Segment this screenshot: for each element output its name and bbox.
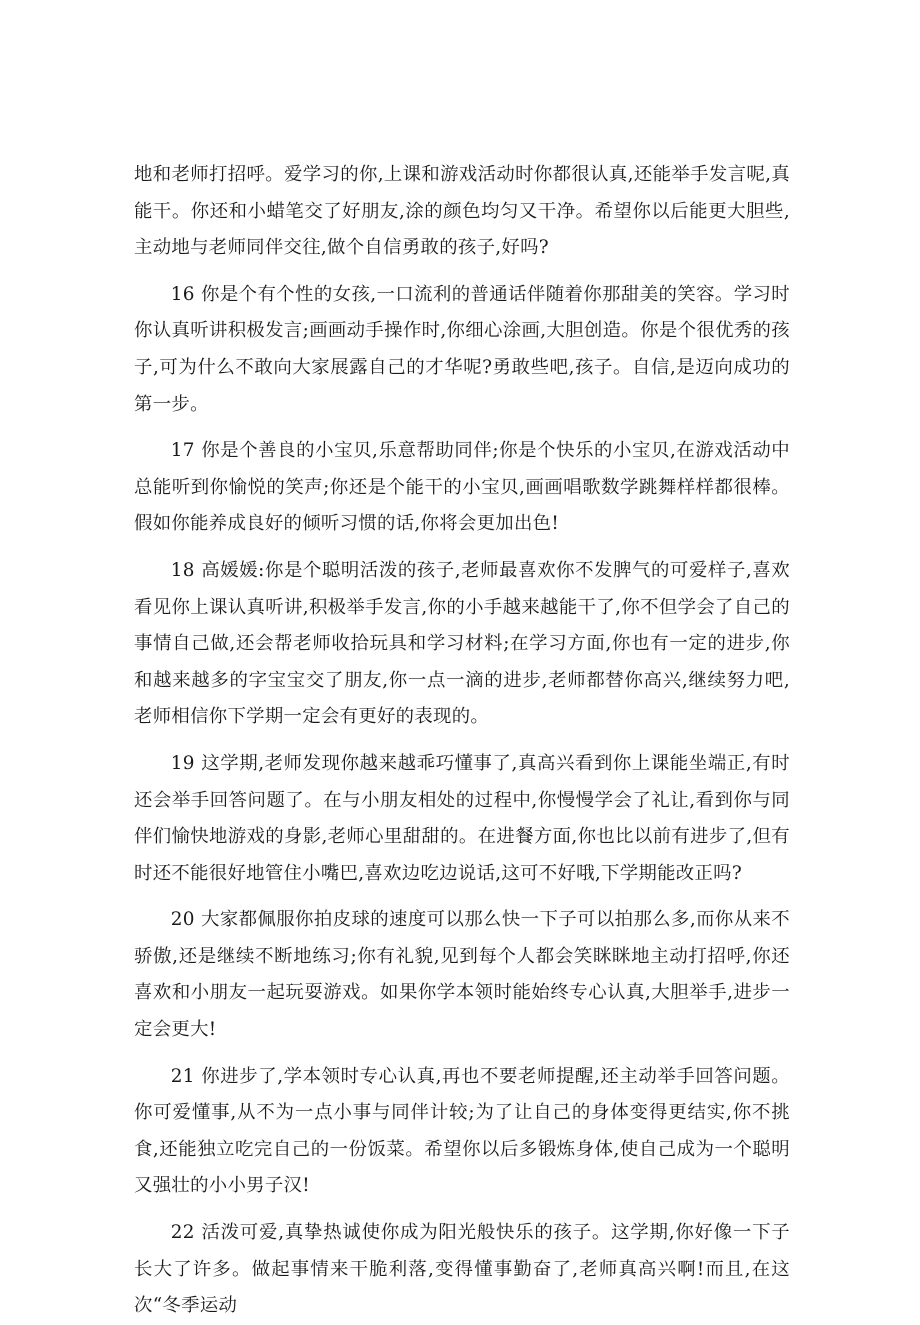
paragraph-19: 19 这学期,老师发现你越来越乖巧懂事了,真高兴看到你上课能坐端正,有时还会举手回答问题了。在与小朋友相处的过程中,你慢慢学会了礼让,看到你与同伴们愉快地游戏的身影,老师心里甜甜的。在进餐方面,你也比以前有进步了,但有时还不能很好地管住小嘴巴,喜欢边吃边说话,这可不好哦,下学期能改正吗? (134, 752, 790, 884)
paragraph-gap (134, 1205, 790, 1215)
paragraph-21: 21 你进步了,学本领时专心认真,再也不要老师提醒,还主动举手回答问题。你可爱懂事,从不为一点小事与同伴计较;为了让自己的身体变得更结实,你不挑食,还能独立吃完自己的一份饭菜。希望你以后多锻炼身体,使自己成为一个聪明又强壮的小小男子汉! (134, 1065, 790, 1197)
paragraph-gap (134, 543, 790, 553)
body-text (134, 157, 790, 1325)
paragraph-gap (134, 892, 790, 902)
paragraph-16: 16 你是个有个性的女孩,一口流利的普通话伴随着你那甜美的笑容。学习时你认真听讲积极发言;画画动手操作时,你细心涂画,大胆创造。你是个很优秀的孩子,可为什么不敢向大家展露自己的才华呢?勇敢些吧,孩子。自信,是迈向成功的第一步。 (134, 283, 790, 415)
paragraph-gap (134, 1049, 790, 1059)
paragraph-gap (134, 423, 790, 433)
paragraph-gap (134, 736, 790, 746)
paragraph-gap (134, 267, 790, 277)
paragraph-20: 20 大家都佩服你拍皮球的速度可以那么快一下子可以拍那么多,而你从来不骄傲,还是继续不断地练习;你有礼貌,见到每个人都会笑眯眯地主动打招呼,你还喜欢和小朋友一起玩耍游戏。如果你学本领时能始终专心认真,大胆举手,进步一定会更大! (134, 909, 790, 1041)
paragraph-18: 18 高媛媛:你是个聪明活泼的孩子,老师最喜欢你不发脾气的可爱样子,喜欢看见你上课认真听讲,积极举手发言,你的小手越来越能干了,你不但学会了自己的事情自己做,还会帮老师收拾玩具和学习材料;在学习方面,你也有一定的进步,你和越来越多的字宝宝交了朋友,你一点一滴的进步,老师都替你高兴,继续努力吧,老师相信你下学期一定会有更好的表现的。 (134, 559, 790, 728)
paragraph-17: 17 你是个善良的小宝贝,乐意帮助同伴;你是个快乐的小宝贝,在游戏活动中总能听到你愉悦的笑声;你还是个能干的小宝贝,画画唱歌数学跳舞样样都很棒。假如你能养成良好的倾听习惯的话,你将会更加出色! (134, 440, 790, 535)
paragraph-22: 22 活泼可爱,真挚热诚使你成为阳光般快乐的孩子。这学期,你好像一下子长大了许多。做起事情来干脆利落,变得懂事勤奋了,老师真高兴啊!而且,在这次“冬季运动 (134, 1222, 790, 1317)
paragraph-15-continued: 地和老师打招呼。爱学习的你,上课和游戏活动时你都很认真,还能举手发言呢,真能干。你还和小蜡笔交了好朋友,涂的颜色均匀又干净。希望你以后能更大胆些,主动地与老师同伴交往,做个自信勇敢的孩子,好吗? (134, 164, 790, 259)
